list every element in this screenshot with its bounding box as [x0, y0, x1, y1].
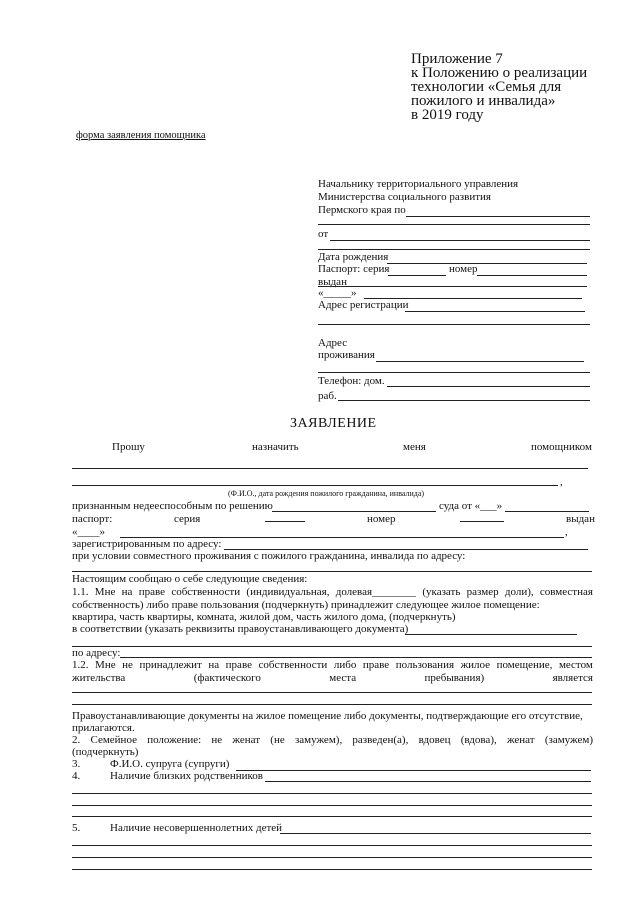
- passport-series-field[interactable]: [388, 275, 446, 276]
- p2-line2: (подчеркнуть): [72, 746, 139, 758]
- passport-label: паспорт:: [72, 513, 113, 525]
- p12-word: местом: [558, 659, 593, 671]
- p11-word: (указать: [422, 586, 461, 598]
- p4-num: 4.: [72, 770, 81, 782]
- issued-date-label: «____»: [72, 526, 105, 538]
- relatives-field-line[interactable]: [72, 805, 592, 806]
- relatives-field-line[interactable]: [72, 816, 592, 817]
- comma: ,: [565, 526, 568, 538]
- p11-word: размер: [466, 586, 499, 598]
- p11-line1: [72, 586, 593, 598]
- p11-doc-field-line[interactable]: [72, 646, 592, 647]
- p12-word: собственности: [258, 659, 328, 671]
- p2-word: женат: [506, 734, 535, 746]
- issued-date-label: «_____»: [318, 287, 357, 299]
- addressee-line: Пермского края по: [318, 204, 406, 216]
- p12-num: 1.2.: [72, 659, 89, 671]
- appendix-line: пожилого и инвалида»: [411, 93, 556, 109]
- p12-word: либо: [333, 659, 357, 671]
- appendix-line: в 2019 году: [411, 107, 484, 123]
- phone-work-label: раб.: [318, 390, 337, 402]
- p12-word: принадлежит: [139, 659, 202, 671]
- p12-word: Мне: [95, 659, 116, 671]
- appendix-title: Приложение 7: [411, 51, 503, 67]
- p2-word: положение:: [147, 734, 202, 746]
- res-address-field[interactable]: [376, 361, 584, 362]
- registered-label: зарегистрированным по адресу:: [72, 538, 222, 550]
- addressee-field-line[interactable]: [318, 224, 590, 225]
- request-word: меня: [403, 441, 426, 453]
- p11-line2: собственность) либо праве пользования (подчеркнуть) принадлежит следующее жилое помещение:: [72, 599, 540, 611]
- from-label: от: [318, 228, 329, 240]
- form-label: форма заявления помощника: [76, 130, 206, 141]
- p12-line2: [72, 672, 593, 684]
- number-field[interactable]: [460, 521, 504, 522]
- p2-word: (замужем): [544, 734, 593, 746]
- p12-field-line[interactable]: [72, 704, 592, 705]
- p12-word: пребывания): [424, 672, 485, 684]
- issued-field[interactable]: [318, 286, 587, 287]
- p11-word: на: [121, 586, 133, 598]
- court-date-field[interactable]: [505, 511, 589, 512]
- court-decision-field[interactable]: [272, 511, 436, 512]
- passport-series-label: Паспорт: серия: [318, 263, 390, 275]
- p12-word: не: [122, 659, 133, 671]
- p12-field[interactable]: [72, 692, 592, 693]
- p11-num: 1.1.: [72, 586, 89, 598]
- p12-word: жительства: [72, 672, 126, 684]
- comma: ,: [560, 476, 563, 488]
- relatives-field-line[interactable]: [72, 793, 592, 794]
- p11-word: долевая________: [335, 586, 417, 598]
- res-address-label: проживания: [318, 349, 375, 361]
- p12-word: праве: [362, 659, 390, 671]
- p11-word: доли),: [504, 586, 534, 598]
- p11-word: совместная: [539, 586, 593, 598]
- cohabit-label: при условии совместного проживания с пожилого гражданина, инвалида по адресу:: [72, 550, 466, 562]
- series-label: серия: [174, 513, 201, 525]
- p2-line1: [72, 734, 593, 746]
- children-field-line[interactable]: [72, 857, 592, 858]
- p12-word: жилое: [460, 659, 491, 671]
- number-label: номер: [367, 513, 396, 525]
- p11-word: (индивидуальная,: [246, 586, 330, 598]
- addressee-line: Министерства социального развития: [318, 191, 491, 203]
- children-field-line[interactable]: [72, 845, 592, 846]
- issued-label: выдан: [566, 513, 595, 525]
- p12-word: является: [552, 672, 593, 684]
- children-field[interactable]: [280, 833, 591, 834]
- p11-word: собственности: [171, 586, 241, 598]
- relatives-field[interactable]: [265, 781, 591, 782]
- from-field[interactable]: [330, 240, 590, 241]
- from-field-line[interactable]: [318, 249, 590, 250]
- p2-word: (не: [270, 734, 285, 746]
- info-intro: Настоящим сообщаю о себе следующие сведения:: [72, 573, 308, 585]
- request-word: назначить: [252, 441, 299, 453]
- p12-word: (фактического: [193, 672, 261, 684]
- p2-word: вдовец: [418, 734, 451, 746]
- p12-word: места: [329, 672, 357, 684]
- p12-line1: [72, 659, 593, 671]
- phone-home-field[interactable]: [387, 386, 590, 387]
- ward-name-field-line[interactable]: [72, 485, 558, 486]
- court-date-label: суда от «___»: [439, 500, 503, 512]
- appendix-line: технологии «Семья для: [411, 79, 562, 95]
- issued-label: выдан: [318, 276, 347, 288]
- p2-word: женат: [232, 734, 261, 746]
- p12-word: помещение,: [496, 659, 553, 671]
- res-address-label: Адрес: [318, 337, 348, 349]
- request-word: помощником: [531, 441, 592, 453]
- ward-caption: (Ф.И.О., дата рождения пожилого гражданина, инвалида): [228, 489, 425, 498]
- p5-num: 5.: [72, 822, 81, 834]
- addressee-line: Начальнику территориального управления: [318, 178, 519, 190]
- addressee-field-line[interactable]: [406, 216, 590, 217]
- recognized-label: признанным недееспособным по решению: [72, 500, 273, 512]
- children-field-line[interactable]: [72, 869, 592, 870]
- phone-work-field[interactable]: [338, 400, 590, 401]
- spouse-field[interactable]: [236, 770, 591, 771]
- birth-date-field[interactable]: [387, 263, 587, 264]
- series-field[interactable]: [265, 521, 305, 522]
- passport-number-field[interactable]: [477, 275, 587, 276]
- reg-address-label: Адрес регистрации: [318, 299, 409, 311]
- p11-doc-field[interactable]: [405, 634, 577, 635]
- p11-address-label: по адресу:: [72, 647, 121, 659]
- ward-name-field[interactable]: [72, 468, 588, 469]
- request-word: Прошу: [112, 441, 145, 453]
- p2-word: (вдова),: [460, 734, 497, 746]
- p11-address-field[interactable]: [120, 657, 592, 658]
- res-address-field-line[interactable]: [318, 372, 590, 373]
- docs-line2: прилагаются.: [72, 722, 135, 734]
- p3-label: Ф.И.О. супруга (супруги): [110, 758, 230, 770]
- p12-word: на: [208, 659, 220, 671]
- p2-word: замужем),: [294, 734, 343, 746]
- reg-address-field-line[interactable]: [318, 324, 590, 325]
- p2-num: 2.: [72, 734, 81, 746]
- cohabit-field[interactable]: [72, 571, 592, 572]
- p11-word: Мне: [94, 586, 116, 598]
- phone-home-label: Телефон: дом.: [318, 375, 385, 387]
- birth-date-label: Дата рождения: [318, 251, 389, 263]
- p4-label: Наличие близких родственников: [110, 770, 263, 782]
- p2-word: не: [211, 734, 223, 746]
- p11-word: праве: [138, 586, 166, 598]
- p12-word: пользования: [395, 659, 455, 671]
- p3-num: 3.: [72, 758, 81, 770]
- p5-label: Наличие несовершеннолетних детей: [110, 822, 283, 834]
- document-title: ЗАЯВЛЕНИЕ: [290, 416, 377, 431]
- reg-address-field[interactable]: [405, 311, 585, 312]
- docs-line1: Правоустанавливающие документы на жилое помещение либо документы, подтверждающие его отсутствие,: [72, 710, 583, 722]
- p11-line3: квартира, часть квартиры, комната, жилой дом, часть жилого дома, (подчеркнуть): [72, 611, 456, 623]
- p2-word: разведен(а),: [352, 734, 409, 746]
- appendix-line: к Положению о реализации: [411, 65, 588, 81]
- p11-line4: в соответствии (указать реквизиты правоустанавливающего документа): [72, 623, 409, 635]
- passport-number-label: номер: [449, 263, 478, 275]
- p2-word: Семейное: [90, 734, 137, 746]
- p12-word: праве: [225, 659, 252, 671]
